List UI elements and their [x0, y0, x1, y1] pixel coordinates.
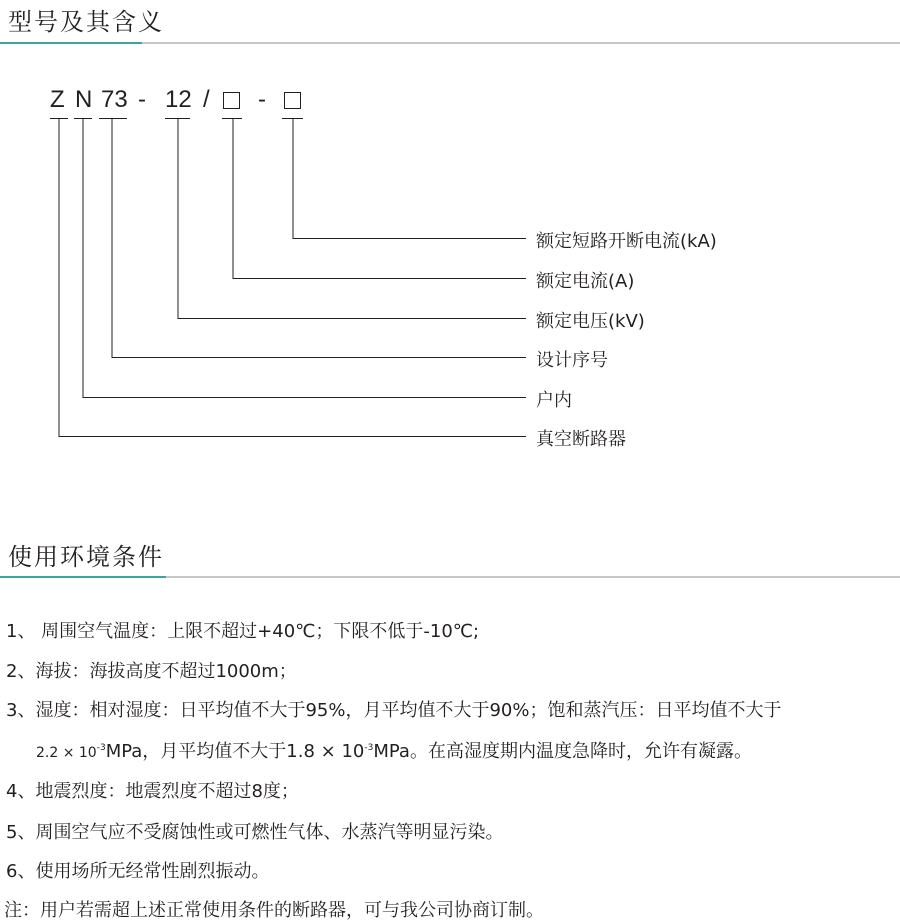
- leader-rated-voltage: [178, 119, 526, 319]
- section-title-model: 型号及其含义: [8, 8, 164, 36]
- custom-order-note: 注：用户若需超上述正常使用条件的断路器，可与我公司协商订制。: [4, 900, 544, 921]
- condition-humidity-continued: [36, 737, 752, 763]
- leader-breaking-current: [293, 119, 526, 239]
- section-divider-accent: [0, 576, 166, 578]
- section-divider-environment: [0, 576, 900, 578]
- condition-temperature: 1、 周围空气温度：上限不超过+40℃；下限不低于-10℃;: [6, 621, 480, 642]
- model-code-voltage: 12: [165, 86, 192, 113]
- model-code-design: 73: [101, 86, 128, 113]
- model-code-z: Z: [50, 86, 65, 113]
- condition-vibration: 6、使用场所无经常性剧烈振动。: [6, 861, 270, 882]
- vapor-pressure-monthly: MPa，月平均值不大于1.8 × 10: [105, 741, 365, 762]
- exponent-2: -3: [364, 743, 374, 753]
- model-code-dash-2: -: [258, 86, 266, 113]
- legend-breaking-current: 额定短路开断电流(kA): [536, 231, 717, 252]
- condition-altitude: 2、海拔：海拔高度不超过1000m；: [6, 661, 297, 682]
- legend-rated-current: 额定电流(A): [536, 271, 635, 292]
- legend-indoor: 户内: [536, 390, 572, 411]
- exponent-1: -3: [96, 743, 106, 753]
- leader-indoor: [83, 119, 526, 398]
- condition-pollution: 5、周围空气应不受腐蚀性或可燃性气体、水蒸汽等明显污染。: [6, 822, 504, 843]
- legend-rated-voltage: 额定电压(kV): [536, 311, 645, 332]
- legend-vacuum-breaker: 真空断路器: [536, 429, 626, 450]
- model-code-n: N: [75, 86, 93, 113]
- condensation-note: MPa。在高湿度期内温度急降时，允许有凝露。: [373, 741, 752, 762]
- model-code-slash: /: [203, 86, 210, 113]
- model-code-dash-1: -: [138, 86, 146, 113]
- legend-design-number: 设计序号: [536, 350, 608, 371]
- section-title-environment: 使用环境条件: [8, 543, 164, 571]
- vapor-pressure-daily-value: 2.2 × 10: [36, 745, 97, 761]
- leader-rated-current: [233, 119, 526, 279]
- condition-humidity: 3、湿度：相对湿度：日平均值不大于95%，月平均值不大于90%；饱和蒸汽压：日平均值不大于: [6, 700, 782, 721]
- condition-seismic: 4、地震烈度：地震烈度不超过8度；: [6, 781, 299, 802]
